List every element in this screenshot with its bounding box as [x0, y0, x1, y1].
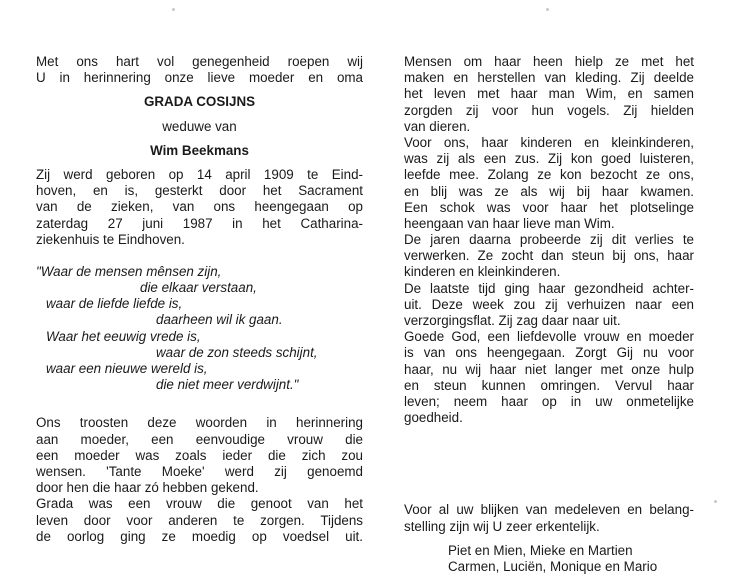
bio-line: zaterdag 27 juni 1987 in het Catharina- [36, 215, 363, 231]
body-line: uit. Deze week zou zij verhuizen naar een [404, 296, 694, 312]
body-line: en blij was ze als wij bij haar kwamen. [404, 183, 694, 199]
closing-line: door hen die haar zó hebben gekend. [36, 480, 259, 496]
body-line: verwerken. Ze zocht dan steun bij ons, haar [404, 248, 694, 264]
body-line: het leven met haar man Wim, en samen [404, 86, 694, 102]
deceased-name: GRADA COSIJNS [143, 94, 256, 110]
bio-line: hoven, en is, gesterkt door het Sacrament [36, 183, 363, 199]
body-line: Goede God, een liefdevolle vrouw en moeder [404, 329, 694, 345]
body-line: Een schok was voor haar het plotselinge [404, 199, 694, 215]
closing-line: wensen. 'Tante Moeke' werd zij genoemd [36, 463, 363, 479]
thanks-line: Voor al uw blijken van medeleven en belang- [404, 502, 694, 518]
signature-line: Piet en Mien, Mieke en Martien [448, 542, 633, 558]
bio-line: ziekenhuis te Eindhoven. [36, 231, 185, 247]
left-column [36, 54, 363, 545]
poem-line: waar de liefde liefde is, [46, 296, 183, 312]
bio-line: Zij werd geboren op 14 april 1909 te Eind- [36, 166, 363, 182]
poem-line: waar de zon steeds schijnt, [156, 344, 318, 360]
body-line: maken en herstellen van kleding. Zij deelde [404, 70, 694, 86]
body-line: kinderen en kleinkinderen. [404, 264, 561, 280]
poem-line: die niet meer verdwijnt." [156, 377, 299, 393]
intro-line: U in herinnering onze lieve moeder en oma [36, 70, 363, 86]
poem-line: daarheen wil ik gaan. [156, 312, 283, 328]
body-line: Mensen om haar heen hielp ze met het [404, 54, 694, 69]
poem-line: die elkaar verstaan, [140, 280, 257, 296]
poem-line: waar een nieuwe wereld is, [46, 361, 208, 376]
right-column [404, 54, 694, 575]
husband-name: Wim Beekmans [150, 142, 249, 158]
widow-of: weduwe van [162, 118, 237, 134]
closing-line: Ons troosten deze woorden in herinnering [36, 415, 363, 431]
body-line: goedheid. [404, 410, 463, 426]
body-line: heengaan van haar lieve man Wim. [404, 215, 615, 231]
body-line: en steun kunnen omringen. Vervul haar [404, 377, 694, 393]
print-speck [172, 8, 175, 11]
signature-line: Carmen, Luciën, Monique en Mario [448, 558, 658, 574]
body-line: was zij als een zus. Zij kon goed luisteren, [404, 151, 694, 167]
thanks-line: stelling zijn wij U zeer erkentelijk. [404, 518, 600, 534]
body-line: Voor ons, haar kinderen en kleinkinderen, [404, 134, 694, 150]
body-line: leven; neem haar op in uw onmetelijke [404, 393, 694, 409]
print-speck [546, 8, 549, 11]
intro-line: Met ons hart vol genegenheid roepen wij [36, 54, 363, 69]
body-line: is van ons heengegaan. Zorgt Gij nu voor [404, 345, 694, 361]
print-speck [714, 500, 717, 503]
closing-line: aan moeder, een eenvoudige vrouw die [36, 431, 363, 447]
poem-line: Waar het eeuwig vrede is, [46, 328, 201, 344]
closing-line: een moeder was zoals ieder die zich zou [36, 447, 363, 463]
closing-line: leven door voor anderen te zorgen. Tijdens [36, 512, 363, 528]
body-line: De jaren daarna probeerde zij dit verlies te [404, 232, 694, 248]
body-line: verzorgingsflat. Zij zag daar naar uit. [404, 313, 621, 328]
body-line: leefde mee. Zolang ze kon bezocht ze ons, [404, 167, 694, 183]
body-line: haar, nu wij haar niet langer met onze hulp [404, 361, 694, 377]
poem-line: "Waar de mensen mênsen zijn, [36, 263, 222, 279]
body-line: De laatste tijd ging haar gezondheid achter- [404, 280, 694, 296]
body-line: zorgden zij voor hun vogels. Zij hielden [404, 102, 694, 118]
bio-line: van de zieken, van ons heengegaan op [36, 199, 363, 215]
closing-line: Grada was een vrouw die genoot van het [36, 496, 363, 512]
body-line: van dieren. [404, 118, 471, 134]
closing-line: de oorlog ging ze moedig op voedsel uit. [36, 528, 363, 544]
